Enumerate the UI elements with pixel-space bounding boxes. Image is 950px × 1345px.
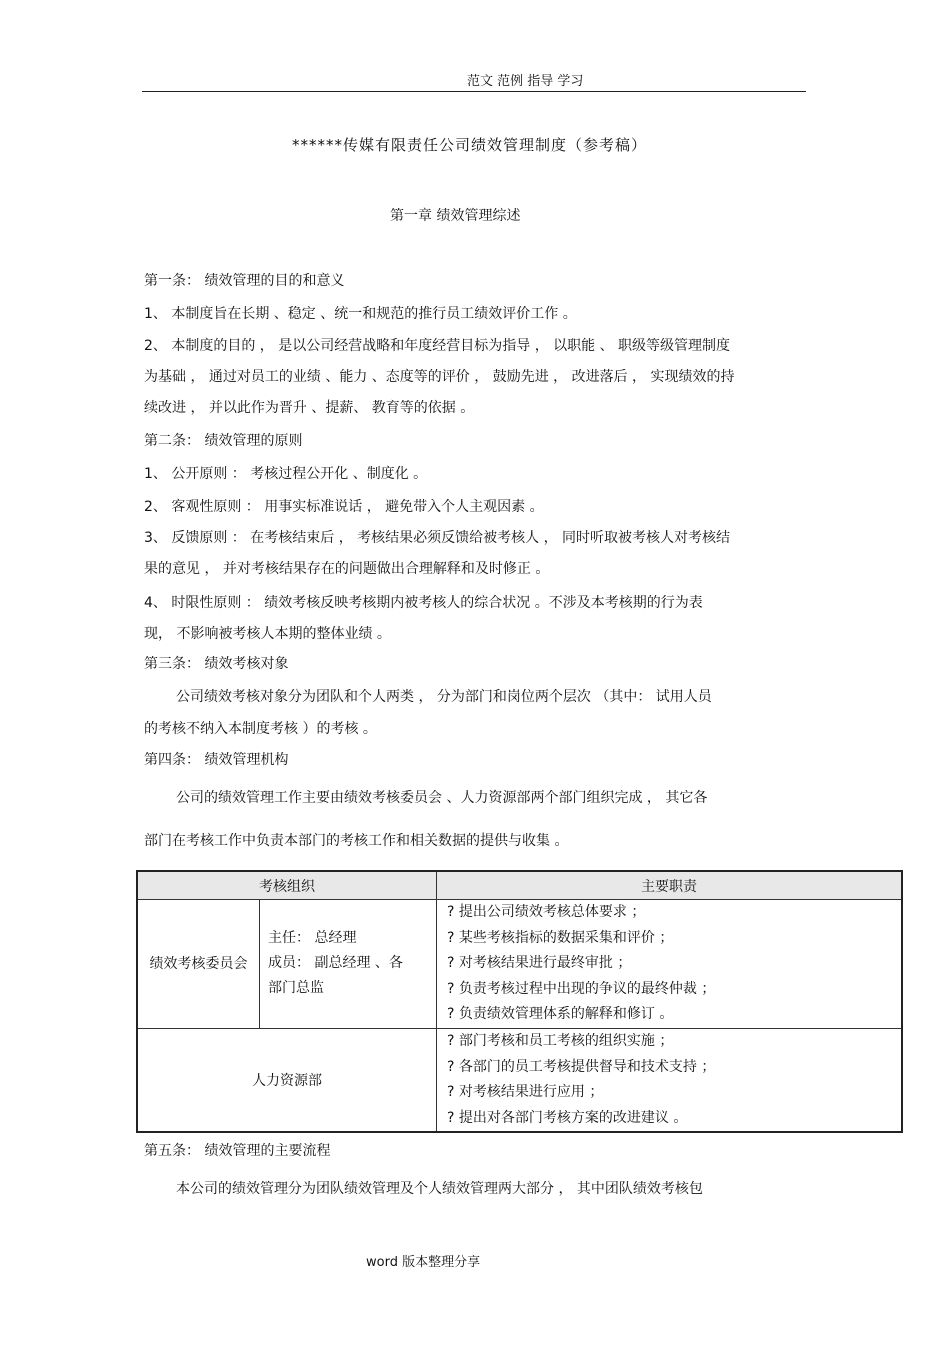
org-cell: [137, 1028, 437, 1132]
page-header: 范文 范例 指导 学习: [467, 74, 584, 89]
duties-cell: [437, 1028, 903, 1132]
duties-cell: [437, 900, 903, 1029]
paragraph-line: 1、 公开原则 ： 考核过程公开化 、制度化 。: [144, 466, 428, 482]
paragraph-line: 续改进 ， 并以此作为晋升 、提薪、 教育等的依据 。: [144, 400, 475, 416]
duty-item: ? 对考核结果进行最终审批 ；: [447, 955, 632, 972]
article-heading: 第四条： 绩效管理机构: [144, 752, 289, 768]
paragraph-line: 4、 时限性原则 ： 绩效考核反映考核期内被考核人的综合状况 。不涉及本考核期的行为表: [144, 595, 703, 611]
paragraph-line: 公司绩效考核对象分为团队和个人两类 ， 分为部门和岗位两个层次 （其中： 试用人员: [176, 689, 712, 705]
paragraph-line: 本公司的绩效管理分为团队绩效管理及个人绩效管理两大部分 ， 其中团队绩效考核包: [176, 1181, 703, 1197]
duty-item: ? 提出对各部门考核方案的改进建议 。: [447, 1109, 688, 1126]
paragraph-line: 3、 反馈原则 ： 在考核结束后 ， 考核结果必须反馈给被考核人 ， 同时听取被考核人对考核结: [144, 530, 731, 546]
org-cell: [137, 900, 260, 1029]
paragraph-line: 部门在考核工作中负责本部门的考核工作和相关数据的提供与收集 。: [144, 833, 569, 849]
table-header-duties: 主要职责: [437, 871, 903, 900]
member-line: 主任： 总经理: [268, 930, 357, 947]
duty-item: ? 某些考核指标的数据采集和评价 ；: [447, 929, 674, 946]
paragraph-line: 的考核不纳入本制度考核 ）的考核 。: [144, 721, 377, 737]
members-cell: [260, 900, 437, 1029]
duty-item: ? 部门考核和员工考核的组织实施 ；: [447, 1032, 674, 1049]
responsibility-table: [136, 870, 903, 1133]
duty-item: ? 各部门的员工考核提供督导和技术支持 ；: [447, 1058, 716, 1075]
duty-item: ? 对考核结果进行应用 ；: [447, 1084, 604, 1101]
document-title: ******传媒有限责任公司绩效管理制度（参考稿）: [292, 136, 648, 154]
article-heading: 第二条： 绩效管理的原则: [144, 433, 303, 449]
duty-item: ? 提出公司绩效考核总体要求 ；: [447, 904, 646, 920]
org-name: 绩效考核委员会: [149, 955, 248, 972]
paragraph-line: 2、 客观性原则 ： 用事实标准说话 ， 避免带入个人主观因素 。: [144, 499, 544, 515]
paragraph-line: 1、 本制度旨在长期 、稳定 、统一和规范的推行员工绩效评价工作 。: [144, 306, 577, 322]
table-row: [137, 900, 902, 1029]
chapter-heading: 第一章 绩效管理综述: [390, 208, 521, 224]
table-header-row: [137, 871, 902, 900]
org-name: 人力资源部: [252, 1073, 322, 1090]
duty-item: ? 负责考核过程中出现的争议的最终仲裁 ；: [447, 980, 716, 997]
page-footer: word 版本整理分享: [366, 1255, 481, 1270]
article-heading: 第三条： 绩效考核对象: [144, 656, 289, 672]
table-header-org: 考核组织: [137, 871, 437, 900]
paragraph-line: 为基础 ， 通过对员工的业绩 、能力 、态度等的评价 ， 鼓励先进 ， 改进落后 ， 实现绩效的持: [144, 369, 735, 385]
member-line: 部门总监: [268, 980, 324, 997]
article-heading: 第一条： 绩效管理的目的和意义: [144, 273, 345, 289]
paragraph-line: 2、 本制度的目的 ， 是以公司经营战略和年度经营目标为指导 ， 以职能 、 职级等级管理制度: [144, 338, 731, 354]
paragraph-line: 公司的绩效管理工作主要由绩效考核委员会 、人力资源部两个部门组织完成 ， 其它各: [176, 790, 708, 806]
duty-item: ? 负责绩效管理体系的解释和修订 。: [447, 1006, 674, 1023]
header-divider: [142, 91, 806, 92]
paragraph-line: 现， 不影响被考核人本期的整体业绩 。: [144, 626, 391, 642]
article-heading: 第五条： 绩效管理的主要流程: [144, 1143, 331, 1159]
paragraph-line: 果的意见 ， 并对考核结果存在的问题做出合理解释和及时修正 。: [144, 561, 550, 577]
table-row: [137, 1028, 902, 1132]
member-line: 成员： 副总经理 、各: [268, 955, 403, 972]
